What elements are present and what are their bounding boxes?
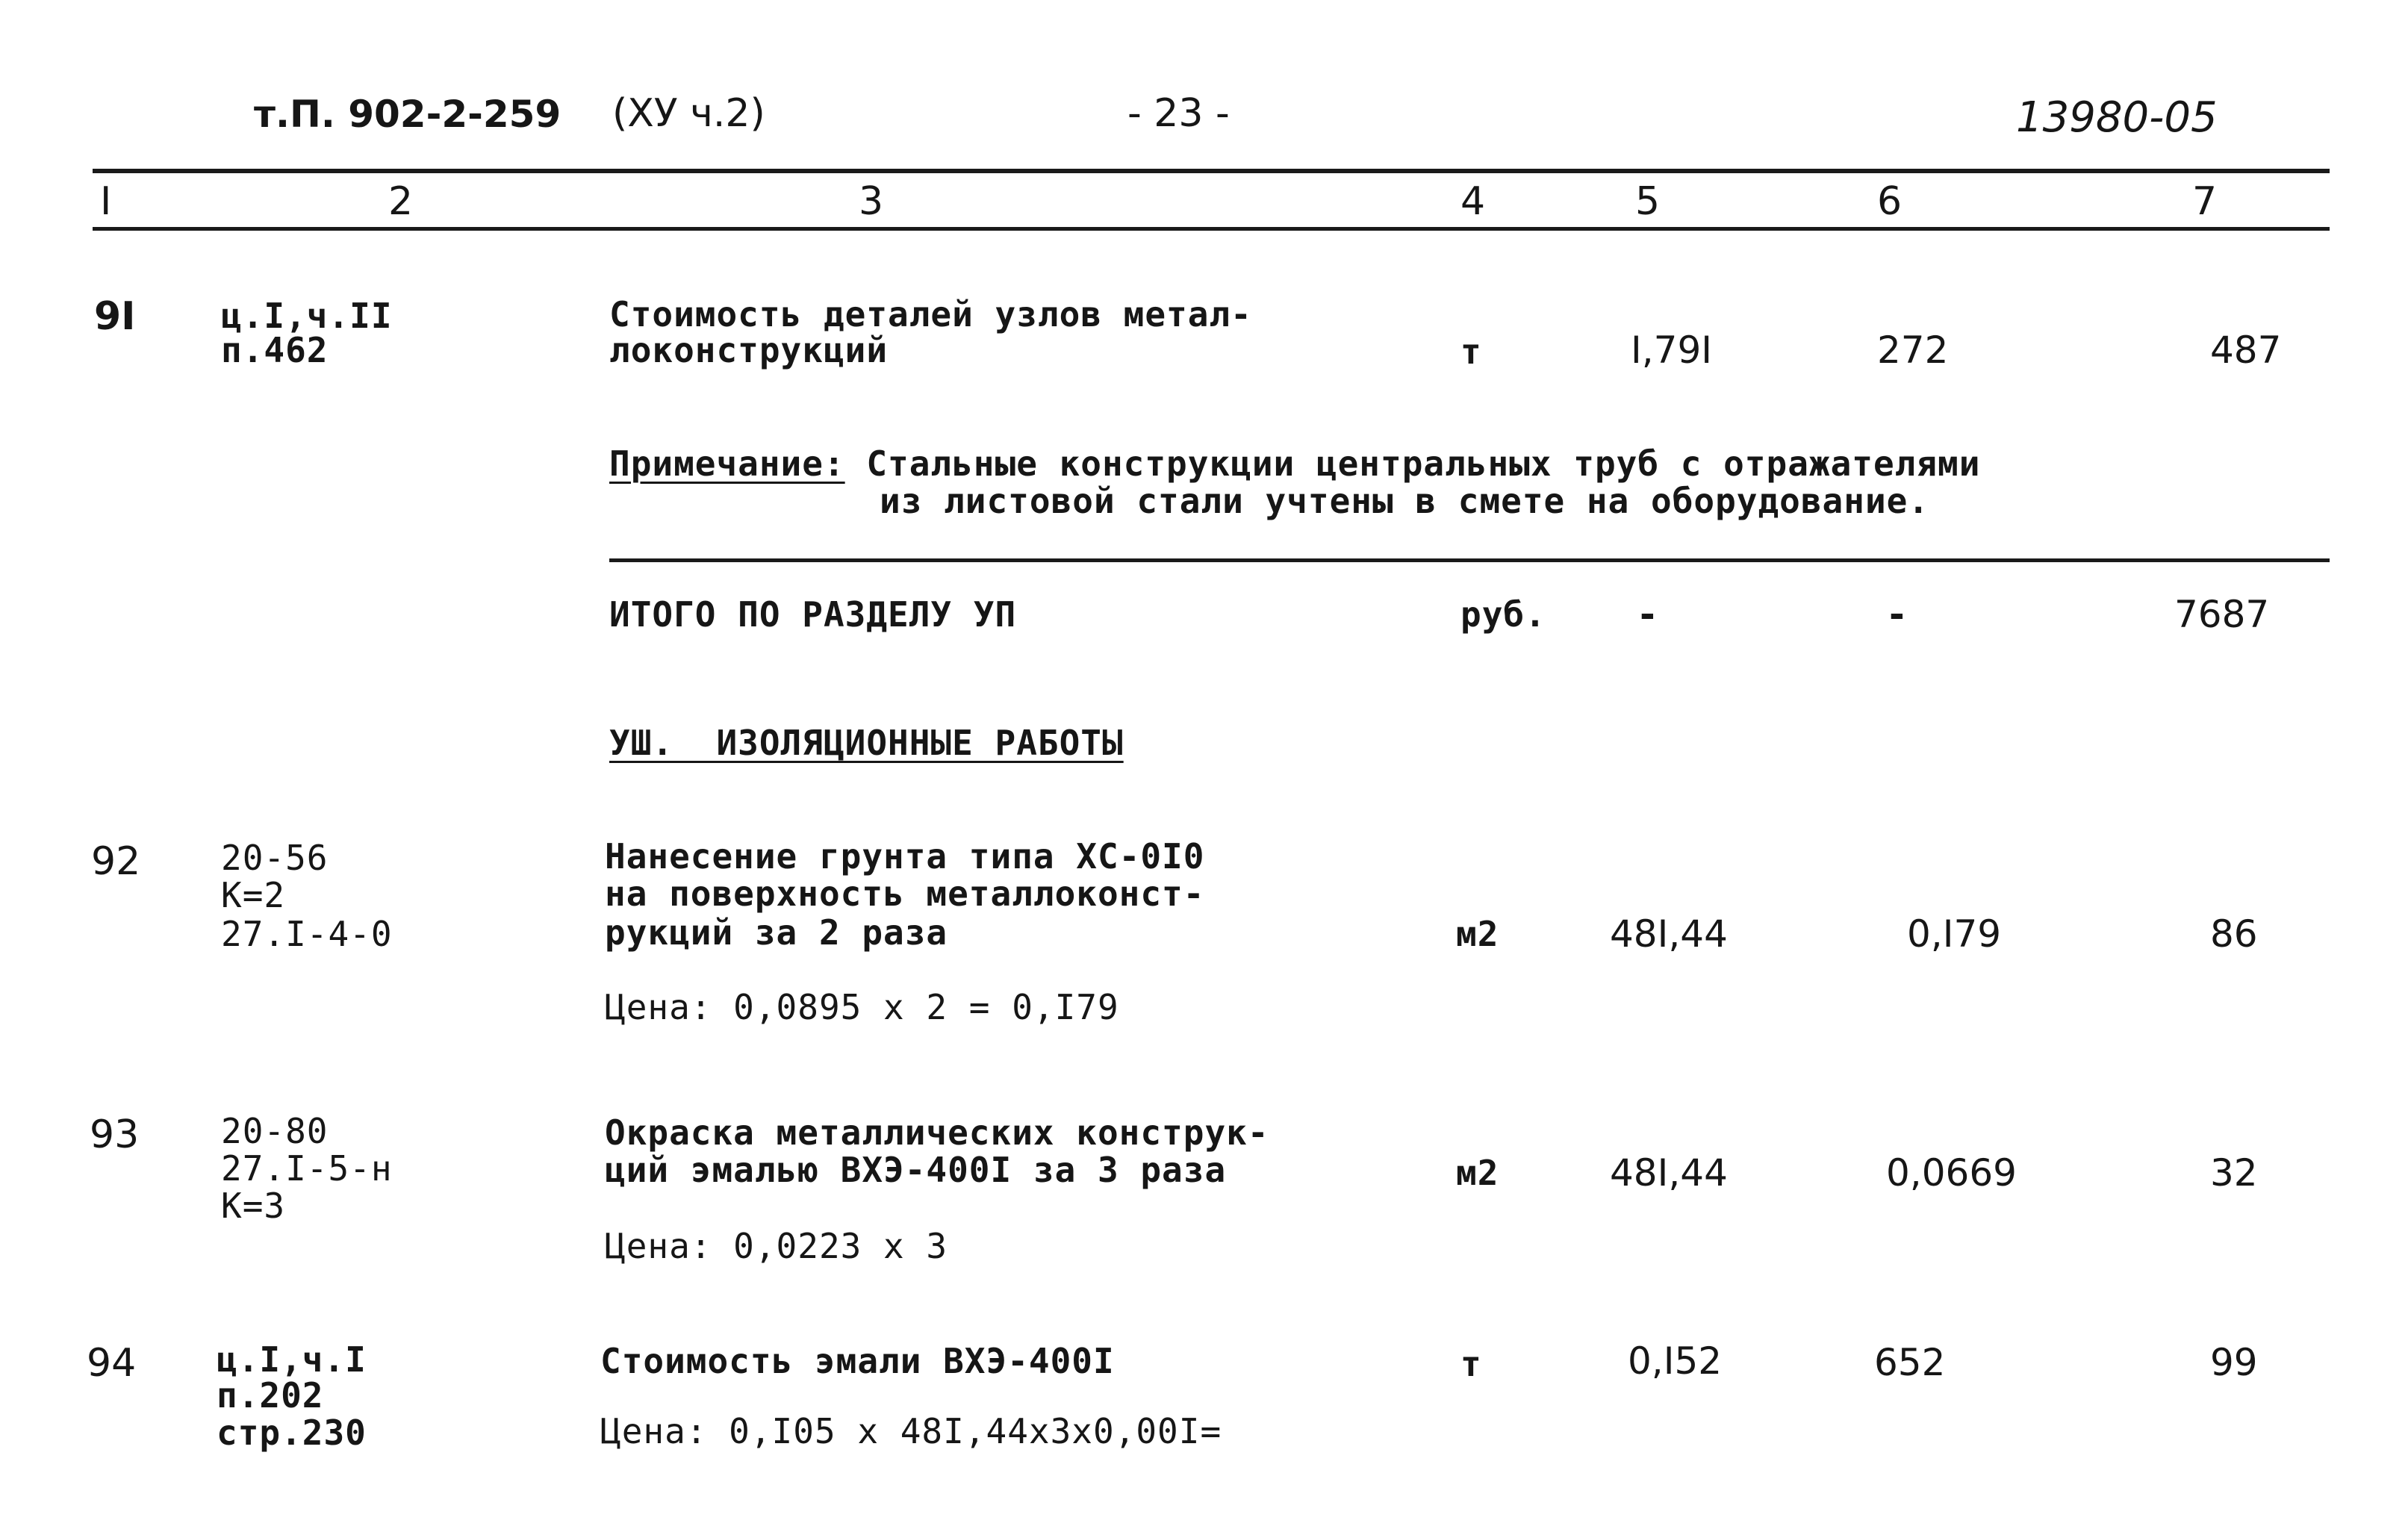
row-price: 0,0669 — [1886, 1151, 2017, 1195]
note-line-1: Стальные конструкции центральных труб с отражателями — [844, 443, 1981, 484]
section-title: УШ. ИЗОЛЯЦИОННЫЕ РАБОТЫ — [609, 723, 1124, 763]
row-code: п.202 — [217, 1375, 324, 1416]
col-header-4: 4 — [1460, 179, 1486, 224]
row-price: 0,I79 — [1907, 912, 2002, 956]
row-code: К=3 — [221, 1186, 286, 1226]
col-header-2: 2 — [388, 179, 414, 224]
col-header-1: I — [100, 179, 112, 224]
row-code: К=2 — [221, 875, 286, 915]
row-quantity: 48I,44 — [1610, 912, 1728, 956]
row-total: 32 — [2210, 1151, 2258, 1195]
row-price-note: Цена: 0,0895 х 2 = 0,I79 — [605, 987, 1119, 1027]
row-description: ций эмалью ВХЭ-400I за 3 раза — [605, 1150, 1227, 1190]
row-description: на поверхность металлоконст- — [605, 874, 1205, 914]
header-bottom-rule — [93, 227, 2330, 231]
row-code: 20-56 — [221, 838, 329, 878]
row-unit: т — [1460, 1344, 1482, 1384]
archive-number: 13980-05 — [2016, 93, 2218, 142]
row-quantity: I,79I — [1631, 329, 1713, 372]
row-description: Стоимость деталей узлов метал- — [609, 294, 1252, 334]
row-code: 27.I-4-0 — [221, 914, 393, 954]
row-unit: м2 — [1456, 914, 1499, 954]
row-price: 652 — [1874, 1341, 1946, 1384]
row-total: 99 — [2210, 1341, 2258, 1384]
doc-code: т.П. 902-2-259 — [254, 93, 561, 136]
row-quantity: 0,I52 — [1628, 1339, 1723, 1383]
subtotal-unit: руб. — [1460, 594, 1546, 635]
row-description: Нанесение грунта типа ХС-0I0 — [605, 836, 1205, 877]
header-top-rule — [93, 169, 2330, 173]
subtotal-total: 7687 — [2174, 593, 2270, 636]
subtotal-price: - — [1889, 593, 1905, 636]
row-code: 20-80 — [221, 1111, 329, 1151]
page-number: - 23 - — [1127, 91, 1230, 136]
row-number: 92 — [91, 839, 141, 884]
row-code: 27.I-5-н — [221, 1148, 393, 1189]
row-quantity: 48I,44 — [1610, 1151, 1728, 1195]
row-number: 9I — [94, 294, 136, 339]
row-code: ц.I,ч.I — [217, 1339, 367, 1380]
row-price: 272 — [1877, 329, 1949, 372]
col-header-5: 5 — [1635, 179, 1661, 224]
row-code: стр.230 — [217, 1413, 367, 1453]
row-description: Стоимость эмали ВХЭ-400I — [600, 1341, 1115, 1381]
subtotal-rule — [609, 558, 2330, 562]
row-code: ц.I,ч.II — [221, 296, 393, 336]
row-code: п.462 — [221, 330, 329, 370]
subtotal-quantity: - — [1640, 593, 1655, 636]
note-line-2: из листовой стали учтены в смете на оборудование. — [880, 481, 1930, 521]
row-description: локонструкций — [609, 330, 889, 370]
col-header-7: 7 — [2192, 179, 2218, 224]
row-price-note: Цена: 0,0223 х 3 — [605, 1226, 948, 1266]
note-text — [609, 443, 1981, 484]
row-description: Окраска металлических конструк- — [605, 1112, 1269, 1153]
row-total: 487 — [2210, 329, 2282, 372]
row-price-note: Цена: 0,I05 х 48I,44х3х0,00I= — [600, 1411, 1222, 1451]
row-total: 86 — [2210, 912, 2258, 956]
col-header-6: 6 — [1877, 179, 1903, 224]
row-number: 94 — [87, 1341, 137, 1386]
note-label: Примечание: — [609, 443, 845, 484]
volume-label: (ХУ ч.2) — [612, 91, 765, 136]
row-unit: т — [1460, 331, 1482, 372]
row-number: 93 — [90, 1112, 140, 1157]
col-header-3: 3 — [859, 179, 884, 224]
subtotal-label: ИТОГО ПО РАЗДЕЛУ УП — [609, 594, 1017, 635]
row-unit: м2 — [1456, 1153, 1499, 1193]
row-description: рукций за 2 раза — [605, 912, 948, 953]
